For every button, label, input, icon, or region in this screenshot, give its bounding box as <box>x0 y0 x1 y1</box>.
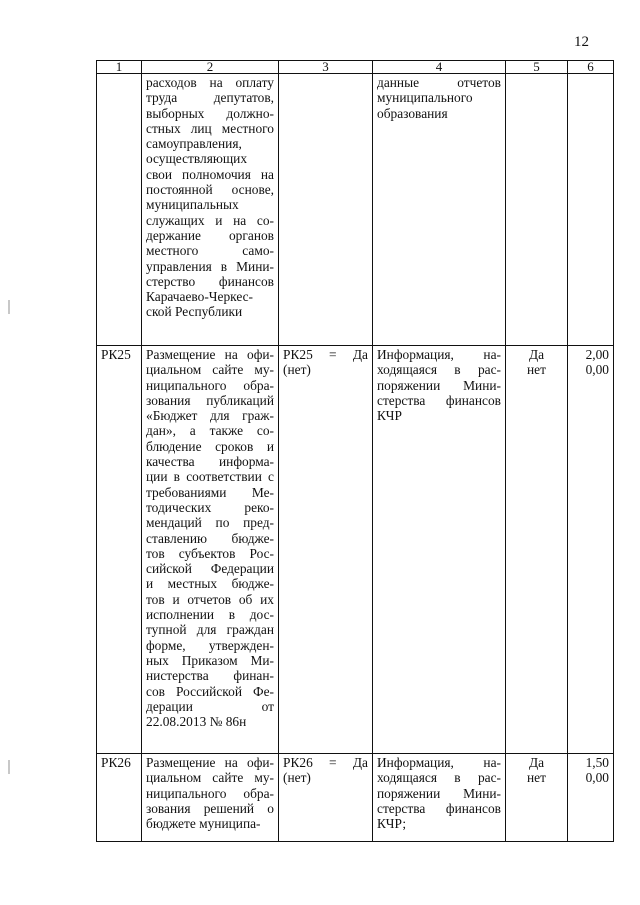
text-line: исполнении в дос- <box>146 607 274 623</box>
column-number: 2 <box>142 61 279 74</box>
text-line: сийской Федерации <box>146 561 274 577</box>
text-line: сов Российской Фе- <box>146 683 274 699</box>
text-line: качества информа- <box>146 454 274 470</box>
text-line: Информация, на- <box>377 347 501 362</box>
text-line: ции в соответствии с <box>146 469 274 485</box>
text-line: 2,00 <box>585 347 609 362</box>
text-line: Информация, на- <box>377 755 501 770</box>
text-line: свои полномочия на <box>146 166 274 182</box>
text-line: КЧР; <box>377 816 407 832</box>
text-line: муниципальных <box>146 197 239 213</box>
text-line: ской Республики <box>146 304 243 320</box>
text-line: стерства финансов <box>377 392 501 408</box>
scan-mark <box>8 300 10 314</box>
text-line: дан», а также со- <box>146 423 274 439</box>
table-row <box>97 74 614 346</box>
text-line: 0,00 <box>585 770 609 786</box>
indicator-code <box>97 754 142 842</box>
text-line: Размещение на офи- <box>146 347 274 362</box>
text-line: управления в Мини- <box>146 258 274 274</box>
text-line: держание органов <box>146 227 274 243</box>
text-line: нет <box>527 362 546 378</box>
text-line: ных Приказом Ми- <box>146 652 274 668</box>
calculation-formula <box>279 346 373 754</box>
answer-options <box>506 74 568 346</box>
text-line: 1,50 <box>585 755 609 770</box>
answer-options <box>506 346 568 754</box>
text-line: выборных должно- <box>146 105 274 121</box>
page-number: 12 <box>574 34 589 50</box>
text-line: ходящаяся в рас- <box>377 770 501 786</box>
text-line: Да <box>528 347 545 362</box>
text-line: осуществляющих <box>146 151 248 167</box>
text-line: муниципального <box>377 90 473 106</box>
column-number: 3 <box>279 61 373 74</box>
calculation-formula <box>279 74 373 346</box>
text-line: нет <box>527 770 546 786</box>
indicator-code-text: РК26 <box>101 755 131 770</box>
text-line: РК25 = Да <box>283 347 368 362</box>
text-line: зования публикаций <box>146 392 274 408</box>
text-line: Карачаево-Черкес- <box>146 289 254 305</box>
indicator-description <box>142 74 279 346</box>
text-line: расходов на оплату <box>146 75 274 90</box>
text-line: форме, утвержден- <box>146 637 274 653</box>
column-number: 4 <box>373 61 506 74</box>
text-line: ниципального обра- <box>146 785 274 801</box>
score-values <box>568 754 614 842</box>
scan-mark <box>8 760 10 774</box>
data-source <box>373 346 506 754</box>
table-row <box>97 346 614 754</box>
text-line: постоянной основе, <box>146 182 274 198</box>
text-line: (нет) <box>283 362 311 378</box>
text-line: 0,00 <box>585 362 609 378</box>
text-line: циальном сайте му- <box>146 770 274 786</box>
text-line: КЧР <box>377 408 402 424</box>
indicator-code-text: РК25 <box>101 347 131 362</box>
data-source <box>373 754 506 842</box>
text-line: тупной для граждан <box>146 622 274 638</box>
indicators-table <box>96 60 614 842</box>
table-row <box>97 754 614 842</box>
data-source <box>373 74 506 346</box>
indicator-code <box>97 346 142 754</box>
table-body <box>97 61 614 842</box>
text-line: данные отчетов <box>377 75 501 90</box>
column-number: 6 <box>568 61 614 74</box>
text-line: (нет) <box>283 770 311 786</box>
text-line: Да <box>528 755 545 770</box>
text-line: тов субъектов Рос- <box>146 545 274 561</box>
indicator-description <box>142 346 279 754</box>
text-line: стерства финансов <box>377 800 501 816</box>
text-line: образования <box>377 105 448 121</box>
text-line: Размещение на офи- <box>146 755 274 770</box>
column-number: 5 <box>506 61 568 74</box>
text-line: тов и отчетов об их <box>146 591 274 607</box>
text-line: циальном сайте му- <box>146 362 274 378</box>
text-line: 22.08.2013 № 86н <box>146 714 247 730</box>
text-line: поряжении Мини- <box>377 785 501 801</box>
column-number: 1 <box>97 61 142 74</box>
text-line: местного само- <box>146 243 274 259</box>
text-line: стерство финансов <box>146 273 274 289</box>
text-line: тодических реко- <box>146 499 274 515</box>
text-line: дерации от <box>146 698 274 714</box>
indicator-description <box>142 754 279 842</box>
text-line: блюдение сроков и <box>146 438 274 454</box>
column-number-row <box>97 61 614 74</box>
text-line: нистерства финан- <box>146 668 274 684</box>
text-line: и местных бюдже- <box>146 576 274 592</box>
score-values <box>568 74 614 346</box>
score-values <box>568 346 614 754</box>
text-line: РК26 = Да <box>283 755 368 770</box>
text-line: ставлению бюдже- <box>146 530 274 546</box>
indicator-code <box>97 74 142 346</box>
answer-options <box>506 754 568 842</box>
text-line: требованиями Ме- <box>146 484 274 500</box>
text-line: мендаций по пред- <box>146 515 274 531</box>
text-line: «Бюджет для граж- <box>146 408 274 424</box>
text-line: стных лиц местного <box>146 120 274 136</box>
text-line: поряжении Мини- <box>377 377 501 393</box>
text-line: зования решений о <box>146 800 274 816</box>
calculation-formula <box>279 754 373 842</box>
text-line: самоуправления, <box>146 136 242 152</box>
text-line: ниципального обра- <box>146 377 274 393</box>
text-line: труда депутатов, <box>146 90 274 106</box>
text-line: бюджете муниципа- <box>146 816 261 832</box>
text-line: ходящаяся в рас- <box>377 362 501 378</box>
text-line: служащих и на со- <box>146 212 274 228</box>
